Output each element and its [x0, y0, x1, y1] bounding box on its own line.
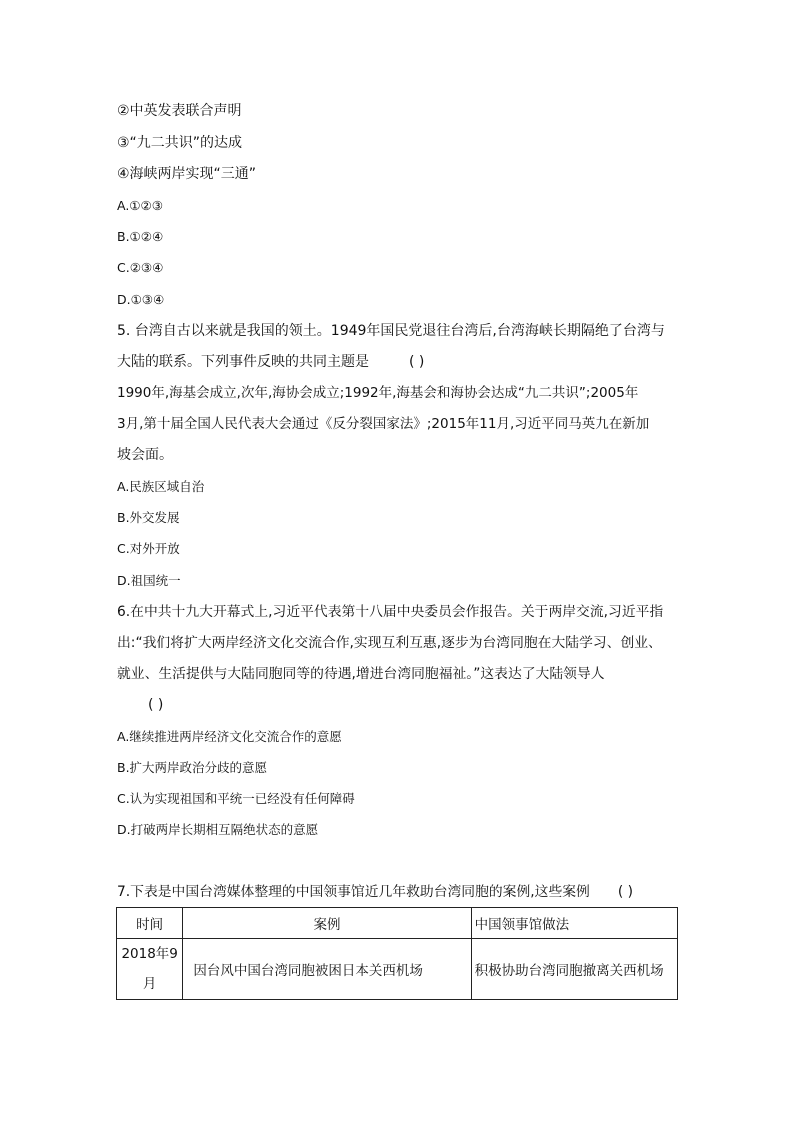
header-time: 时间	[117, 908, 183, 939]
q6-option-a: A.继续推进两岸经济文化交流合作的意愿	[117, 729, 342, 744]
q5-material-line-1: 1990年,海基会成立,次年,海协会成立;1992年,海基会和海协会达成“九二共识”;2005年	[117, 385, 639, 401]
q6-stem-line-3: 就业、生活提供与大陆同胞同等的待遇,增进台湾同胞福祉。”这表达了大陆领导人	[117, 666, 605, 682]
q6-answer-paren: ( )	[148, 697, 164, 713]
q5-answer-paren: ( )	[409, 354, 425, 370]
table-header-row	[117, 908, 678, 939]
table-row	[117, 939, 678, 1000]
q7-answer-paren: ( )	[617, 884, 634, 900]
q5-option-c: C.对外开放	[117, 541, 180, 556]
header-consulate-action: 中国领事馆做法	[471, 908, 677, 939]
q5-option-d: D.祖国统一	[117, 573, 181, 588]
q4-option-a: A.①②③	[117, 198, 163, 213]
q4-item-3: ③“九二共识”的达成	[117, 135, 243, 151]
q6-option-d: D.打破两岸长期相互隔绝状态的意愿	[117, 822, 319, 837]
header-case: 案例	[183, 908, 471, 939]
q7-stem-text: 7.下表是中国台湾媒体整理的中国领事馆近几年救助台湾同胞的案例,这些案例	[117, 884, 590, 900]
q6-option-c: C.认为实现祖国和平统一已经没有任何障碍	[117, 791, 355, 806]
q6-option-b: B.扩大两岸政治分歧的意愿	[117, 760, 268, 775]
q4-item-4: ④海峡两岸实现“三通”	[117, 166, 257, 182]
q4-item-2: ②中英发表联合声明	[117, 103, 242, 119]
q5-material-line-2: 3月,第十届全国人民代表大会通过《反分裂国家法》;2015年11月,习近平同马英九在新加	[117, 416, 650, 432]
q5-stem-line-2	[117, 352, 424, 372]
q5-material-line-3: 坡会面。	[117, 447, 173, 463]
cell-consulate-action: 积极协助台湾同胞撤离关西机场	[471, 939, 677, 1000]
q5-option-a: A.民族区域自治	[117, 479, 205, 494]
q6-stem-line-1: 6.在中共十九大开幕式上,习近平代表第十八届中央委员会作报告。关于两岸交流,习近平指	[117, 604, 664, 620]
q5-stem-line-1: 5. 台湾自古以来就是我国的领土。1949年国民党退往台湾后,台湾海峡长期隔绝了台湾与	[117, 323, 665, 339]
q4-option-b: B.①②④	[117, 229, 164, 244]
q6-stem-line-2: 出:“我们将扩大两岸经济文化交流合作,实现互利互惠,逐步为台湾同胞在大陆学习、创业、	[117, 635, 662, 651]
cell-case: 因台风中国台湾同胞被困日本关西机场	[183, 939, 471, 1000]
cell-time: 2018年9月	[117, 939, 183, 1000]
q5-option-b: B.外交发展	[117, 510, 180, 525]
q5-stem-text: 大陆的联系。下列事件反映的共同主题是	[117, 354, 369, 370]
q7-stem	[117, 882, 633, 902]
q7-case-table	[116, 907, 678, 1000]
q4-option-d: D.①③④	[117, 292, 165, 307]
q4-option-c: C.②③④	[117, 260, 164, 275]
